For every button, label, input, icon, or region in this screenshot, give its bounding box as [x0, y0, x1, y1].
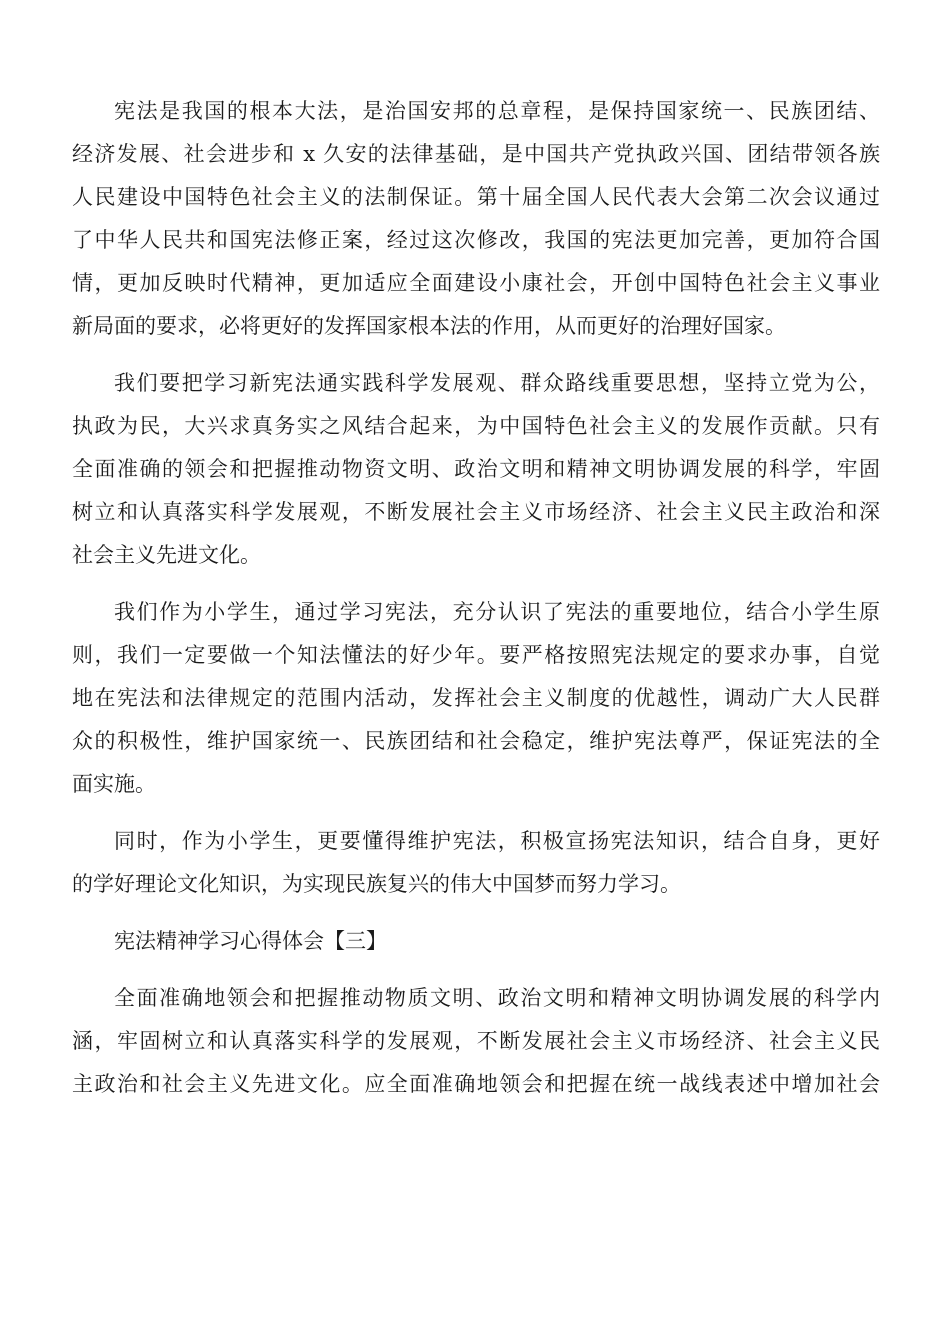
paragraph-line: 人民建设中国特色社会主义的法制保证。第十届全国人民代表大会第二次会议通过 [72, 185, 880, 209]
paragraph-1 [72, 90, 880, 348]
paragraph-3 [72, 591, 880, 806]
paragraph-line: 则，我们一定要做一个知法懂法的好少年。要严格按照宪法规定的要求办事，自觉 [72, 643, 880, 667]
paragraph-line: 了中华人民共和国宪法修正案，经过这次修改，我国的宪法更加完善，更加符合国 [72, 228, 880, 252]
paragraph-line: 执政为民，大兴求真务实之风结合起来，为中国特色社会主义的发展作贡献。只有 [72, 414, 880, 438]
section-heading: 宪法精神学习心得体会【三】 [114, 929, 387, 953]
paragraph-line: 涵，牢固树立和认真落实科学的发展观，不断发展社会主义市场经济、社会主义民 [72, 1029, 880, 1053]
paragraph-line: 地在宪法和法律规定的范围内活动，发挥社会主义制度的优越性，调动广大人民群 [72, 686, 880, 710]
paragraph-line: 的学好理论文化知识，为实现民族复兴的伟大中国梦而努力学习。 [72, 872, 681, 896]
paragraph-line: 主政治和社会主义先进文化。应全面准确地领会和把握在统一战线表述中增加社会 [72, 1072, 880, 1096]
paragraph-line: 同时，作为小学生，更要懂得维护宪法，积极宣扬宪法知识，结合自身，更好 [114, 829, 880, 853]
document-page [72, 90, 880, 1120]
paragraph-line: 众的积极性，维护国家统一、民族团结和社会稳定，维护宪法尊严，保证宪法的全 [72, 729, 880, 753]
paragraph-line: 宪法是我国的根本大法，是治国安邦的总章程，是保持国家统一、民族团结、 [114, 99, 880, 123]
paragraph-4 [72, 820, 880, 906]
paragraph-line: 新局面的要求，必将更好的发挥国家根本法的作用，从而更好的治理好国家。 [72, 314, 786, 338]
paragraph-line: 经济发展、社会进步和 x 久安的法律基础，是中国共产党执政兴国、团结带领各族 [72, 142, 880, 166]
paragraph-line: 社会主义先进文化。 [72, 543, 261, 567]
paragraph-2 [72, 362, 880, 577]
paragraph-line: 全面准确地领会和把握推动物质文明、政治文明和精神文明协调发展的科学内 [114, 986, 880, 1010]
paragraph-line: 我们要把学习新宪法通实践科学发展观、群众路线重要思想，坚持立党为公， [114, 371, 880, 395]
paragraph-line: 情，更加反映时代精神，更加适应全面建设小康社会，开创中国特色社会主义事业 [72, 271, 880, 295]
paragraph-line: 树立和认真落实科学发展观，不断发展社会主义市场经济、社会主义民主政治和深 [72, 500, 880, 524]
paragraph-line: 面实施。 [72, 772, 156, 796]
paragraph-line: 我们作为小学生，通过学习宪法，充分认识了宪法的重要地位，结合小学生原 [114, 600, 880, 624]
paragraph-5 [72, 977, 880, 1106]
paragraph-line: 全面准确的领会和把握推动物资文明、政治文明和精神文明协调发展的科学，牢固 [72, 457, 880, 481]
